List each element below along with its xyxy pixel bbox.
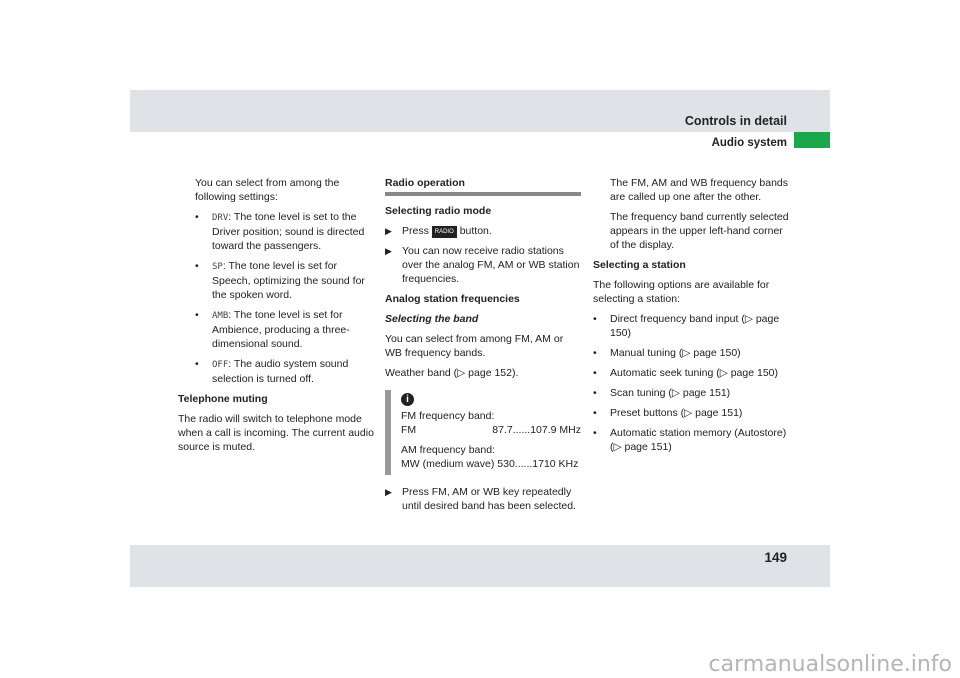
info-box	[385, 390, 581, 475]
list-item	[195, 259, 374, 302]
telephone-muting-text: The radio will switch to telephone mode when a call is incoming. The current audio source is muted.	[178, 413, 374, 453]
column-right	[593, 176, 793, 460]
station-option: Automatic seek tuning (▷ page 150)	[610, 367, 779, 379]
bullet-icon: •	[593, 313, 597, 325]
list-item	[593, 312, 793, 340]
fm-range: 87.7......107.9 MHz	[492, 424, 581, 436]
step-text-pre: Press	[402, 225, 429, 237]
settings-list	[178, 210, 374, 386]
fm-label: FM frequency band:	[401, 410, 495, 422]
selecting-station-heading: Selecting a station	[593, 259, 686, 271]
selecting-band-heading: Selecting the band	[385, 313, 479, 325]
column-left	[178, 176, 374, 460]
list-item	[593, 346, 793, 360]
list-item	[195, 308, 374, 351]
arrow-icon: ▶	[385, 246, 392, 256]
bullet-icon: •	[593, 347, 597, 359]
setting-text: : The tone level is set for Ambience, producing a three-dimensional sound.	[212, 309, 350, 350]
setting-code: SP	[212, 262, 223, 272]
bullet-icon: •	[593, 387, 597, 399]
page-number: 149	[764, 550, 787, 565]
list-item	[593, 426, 793, 454]
fm-range-row	[401, 423, 581, 437]
telephone-muting-heading: Telephone muting	[178, 393, 268, 405]
footer-band	[130, 545, 830, 587]
list-item	[593, 386, 793, 400]
setting-text: : The tone level is set to the Driver position; sound is directed toward the passengers.	[212, 211, 365, 252]
station-option: Preset buttons (▷ page 151)	[610, 407, 743, 419]
instruction-step	[385, 485, 581, 513]
bullet-icon: •	[195, 211, 199, 223]
fm-band-name: FM	[401, 424, 417, 436]
header-band	[130, 90, 830, 149]
section-tab-marker	[794, 132, 830, 148]
band-cycle-text: The FM, AM and WB frequency bands are called up one after the other.	[610, 177, 788, 203]
selecting-mode-heading: Selecting radio mode	[385, 205, 492, 217]
bullet-icon: •	[593, 407, 597, 419]
weather-band-text: Weather band (▷ page 152).	[385, 367, 519, 379]
setting-text: : The tone level is set for Speech, optimizing the sound for the spoken word.	[212, 260, 365, 301]
station-option: Direct frequency band input (▷ page 150)	[610, 313, 780, 339]
setting-code: DRV	[212, 213, 229, 223]
instruction-step	[385, 224, 581, 238]
step-text: You can now receive radio stations over the analog FM, AM or WB station frequencies.	[402, 245, 580, 285]
station-option: Automatic station memory (Autostore) (▷ page 151)	[610, 427, 787, 453]
radio-key-icon: RADIO	[432, 226, 457, 238]
list-item	[195, 210, 374, 253]
station-option: Manual tuning (▷ page 150)	[610, 347, 741, 359]
list-item	[593, 366, 793, 380]
station-intro: The following options are available for selecting a station:	[593, 279, 770, 305]
station-option: Scan tuning (▷ page 151)	[610, 387, 731, 399]
step-text: Press FM, AM or WB key repeatedly until desired band has been selected.	[402, 486, 576, 512]
bullet-icon: •	[593, 427, 597, 439]
setting-text: : The audio system sound selection is turned off.	[212, 358, 349, 385]
band-text: You can select from among FM, AM or WB frequency bands.	[385, 333, 564, 359]
analog-frequencies-heading: Analog station frequencies	[385, 293, 520, 305]
settings-intro: You can select from among the following settings:	[195, 177, 340, 203]
radio-operation-heading: Radio operation	[385, 176, 581, 196]
bullet-icon: •	[195, 358, 199, 370]
band-display-text: The frequency band currently selected appears in the upper left-hand corner of the display.	[610, 211, 789, 251]
am-range: MW (medium wave) 530......1710 KHz	[401, 458, 579, 470]
bullet-icon: •	[593, 367, 597, 379]
watermark: carmanualsonline.info	[708, 652, 952, 677]
column-middle	[385, 176, 581, 519]
instruction-step	[385, 244, 581, 286]
setting-code: OFF	[212, 360, 229, 370]
am-label: AM frequency band:	[401, 444, 495, 456]
list-item	[195, 357, 374, 386]
bullet-icon: •	[195, 309, 199, 321]
bullet-icon: •	[195, 260, 199, 272]
section-subtitle: Audio system	[711, 137, 787, 149]
chapter-title: Controls in detail	[684, 114, 787, 128]
setting-code: AMB	[212, 311, 229, 321]
step-text-post: button.	[459, 225, 492, 237]
arrow-icon: ▶	[385, 226, 392, 236]
info-icon: i	[401, 393, 414, 406]
list-item	[593, 406, 793, 420]
arrow-icon: ▶	[385, 487, 392, 497]
